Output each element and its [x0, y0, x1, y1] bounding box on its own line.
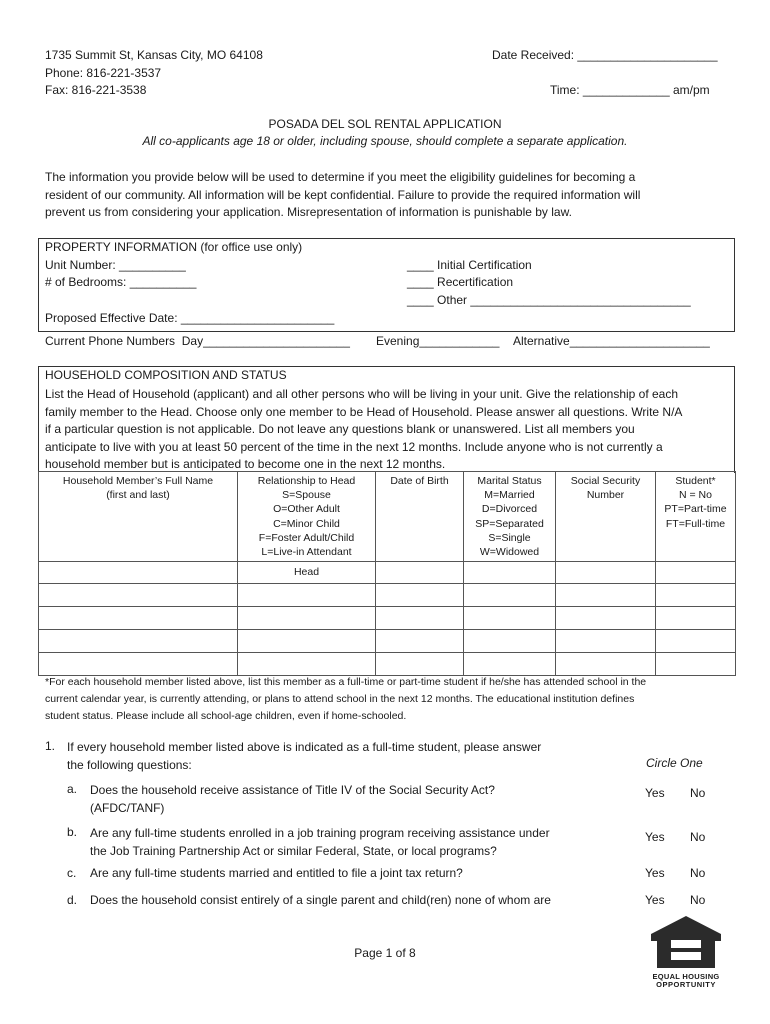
phone-evening-field[interactable]: Evening____________ — [376, 334, 500, 348]
question-c-yes[interactable]: Yes — [645, 866, 665, 880]
property-heading: PROPERTY INFORMATION (for office use only) — [45, 240, 303, 254]
question-d-yes[interactable]: Yes — [645, 893, 665, 907]
footnote-line: student status. Please include all school-age children, even if home-schooled. — [45, 710, 407, 722]
household-heading: HOUSEHOLD COMPOSITION AND STATUS — [45, 368, 287, 382]
page-subtitle: All co-applicants age 18 or older, including spouse, should complete a separate application. — [142, 134, 628, 148]
question-d-no[interactable]: No — [690, 893, 706, 907]
table-cell[interactable] — [464, 607, 556, 630]
table-cell[interactable] — [238, 607, 376, 630]
table-cell[interactable] — [656, 653, 736, 676]
table-cell[interactable] — [556, 630, 656, 653]
phone-number: Phone: 816-221-3537 — [45, 66, 162, 80]
table-cell[interactable] — [656, 607, 736, 630]
intro-paragraph — [45, 169, 745, 222]
column-header-name: Household Member’s Full Name (first and last) — [39, 472, 238, 562]
instruction-line: family member to the Head. Choose only one member to be Head of Household. Please answer all questions. Write N/A — [45, 404, 683, 419]
intro-line: resident of our community. All information will be kept confidential. Failure to provide the required information will — [45, 187, 641, 202]
intro-line: prevent us from considering your application. Misrepresentation of information is punishable by law. — [45, 205, 572, 219]
equal-housing-logo — [647, 914, 725, 988]
table-cell[interactable] — [376, 607, 464, 630]
table-cell[interactable] — [238, 630, 376, 653]
question-b-yes[interactable]: Yes — [645, 830, 665, 844]
footnote-line: *For each household member listed above, list this member as a full-time or part-time student if he/she has attended school in the — [45, 676, 647, 688]
question-letter: a. — [67, 782, 78, 796]
table-cell[interactable] — [39, 607, 238, 630]
table-cell[interactable] — [656, 584, 736, 607]
table-row — [39, 630, 736, 653]
eho-text-2: OPPORTUNITY — [656, 980, 716, 989]
table-cell[interactable] — [376, 584, 464, 607]
circle-one-label: Circle One — [646, 756, 703, 770]
table-cell[interactable] — [39, 584, 238, 607]
column-header-ssn: Social Security Number — [556, 472, 656, 562]
table-cell[interactable] — [464, 562, 556, 584]
table-cell[interactable] — [556, 653, 656, 676]
table-row — [39, 653, 736, 676]
column-header-student: Student* N = No PT=Part-time FT=Full-time — [656, 472, 736, 562]
table-row — [39, 584, 736, 607]
question-c-text: Are any full-time students married and entitled to file a joint tax return? — [90, 866, 463, 880]
effective-date-field[interactable]: Proposed Effective Date: _______________________ — [45, 311, 335, 325]
question-1-number: 1. — [45, 739, 56, 753]
time-field[interactable]: Time: _____________ am/pm — [550, 83, 710, 97]
question-letter: c. — [67, 866, 77, 880]
table-cell[interactable] — [376, 562, 464, 584]
question-b-text: Are any full-time students enrolled in a job training program receiving assistance under the Job Training Partnership Act or similar Federal, State, or local programs? — [90, 826, 550, 858]
fax-number: Fax: 816-221-3538 — [45, 83, 147, 97]
table-cell[interactable] — [464, 630, 556, 653]
column-header-marital: Marital Status M=Married D=Divorced SP=Separated S=Single W=Widowed — [464, 472, 556, 562]
equal-housing-house-icon — [647, 914, 725, 970]
intro-line: The information you provide below will be used to determine if you meet the eligibility guidelines for becoming a — [45, 170, 636, 184]
date-received-field[interactable]: Date Received: _____________________ — [492, 48, 718, 62]
page-number: Page 1 of 8 — [354, 946, 416, 960]
table-cell[interactable] — [556, 562, 656, 584]
column-header-relationship: Relationship to Head S=Spouse O=Other Adult C=Minor Child F=Foster Adult/Child L=Live-in Attendant — [238, 472, 376, 562]
initial-certification-option[interactable]: ____ Initial Certification — [407, 258, 532, 272]
question-b-no[interactable]: No — [690, 830, 706, 844]
table-cell[interactable] — [238, 653, 376, 676]
phone-day-field[interactable]: Current Phone Numbers Day______________________ — [45, 334, 350, 348]
question-d-text: Does the household consist entirely of a single parent and child(ren) none of whom are — [90, 893, 551, 907]
question-a-text: Does the household receive assistance of Title IV of the Social Security Act? (AFDC/TANF) — [90, 783, 495, 815]
unit-number-field[interactable]: Unit Number: __________ — [45, 258, 186, 272]
table-cell[interactable] — [238, 584, 376, 607]
instruction-line: household member but is anticipated to become one in the next 12 months. — [45, 457, 446, 471]
table-row — [39, 607, 736, 630]
table-cell — [238, 562, 376, 584]
address-line: 1735 Summit St, Kansas City, MO 64108 — [45, 48, 263, 62]
question-a-yes[interactable]: Yes — [645, 786, 665, 800]
recertification-option[interactable]: ____ Recertification — [407, 275, 514, 289]
question-1-text: If every household member listed above is indicated as a full-time student, please answer the following questions: — [67, 740, 542, 772]
table-cell[interactable] — [376, 653, 464, 676]
footnote-line: current calendar year, is currently attending, or plans to attend school in the next 12 months. The educational institution defines — [45, 693, 635, 705]
instruction-line: if a particular question is not applicable. Do not leave any questions blank or unanswered. List all members you — [45, 422, 635, 436]
instruction-line: anticipate to live with you at least 50 percent of the time in the next 12 months. Include anyone who is not currently a — [45, 439, 663, 454]
column-header-dob: Date of Birth — [376, 472, 464, 562]
instruction-line: List the Head of Household (applicant) and all other persons who will be living in your unit. Give the relationship of each — [45, 387, 679, 401]
page-title: POSADA DEL SOL RENTAL APPLICATION — [268, 117, 502, 131]
household-instructions — [45, 386, 682, 474]
table-cell[interactable] — [556, 607, 656, 630]
table-cell[interactable] — [656, 562, 736, 584]
question-c-no[interactable]: No — [690, 866, 706, 880]
table-row — [39, 562, 736, 584]
table-cell[interactable] — [556, 584, 656, 607]
table-cell[interactable] — [656, 630, 736, 653]
student-footnote — [45, 674, 646, 725]
table-cell[interactable] — [376, 630, 464, 653]
question-a-no[interactable]: No — [690, 786, 706, 800]
table-cell[interactable] — [464, 653, 556, 676]
table-cell[interactable] — [39, 653, 238, 676]
table-cell[interactable] — [39, 630, 238, 653]
table-cell[interactable] — [39, 562, 238, 584]
other-option[interactable]: ____ Other _________________________________ — [407, 293, 691, 307]
question-letter: b. — [67, 825, 78, 839]
bedrooms-field[interactable]: # of Bedrooms: __________ — [45, 275, 197, 289]
table-header-row — [39, 472, 736, 562]
head-label: Head — [293, 566, 320, 579]
table-cell[interactable] — [464, 584, 556, 607]
phone-alternative-field[interactable]: Alternative_____________________ — [513, 334, 710, 348]
household-table — [38, 471, 736, 676]
question-letter: d. — [67, 893, 78, 907]
eho-text-1: EQUAL HOUSING — [652, 972, 720, 981]
